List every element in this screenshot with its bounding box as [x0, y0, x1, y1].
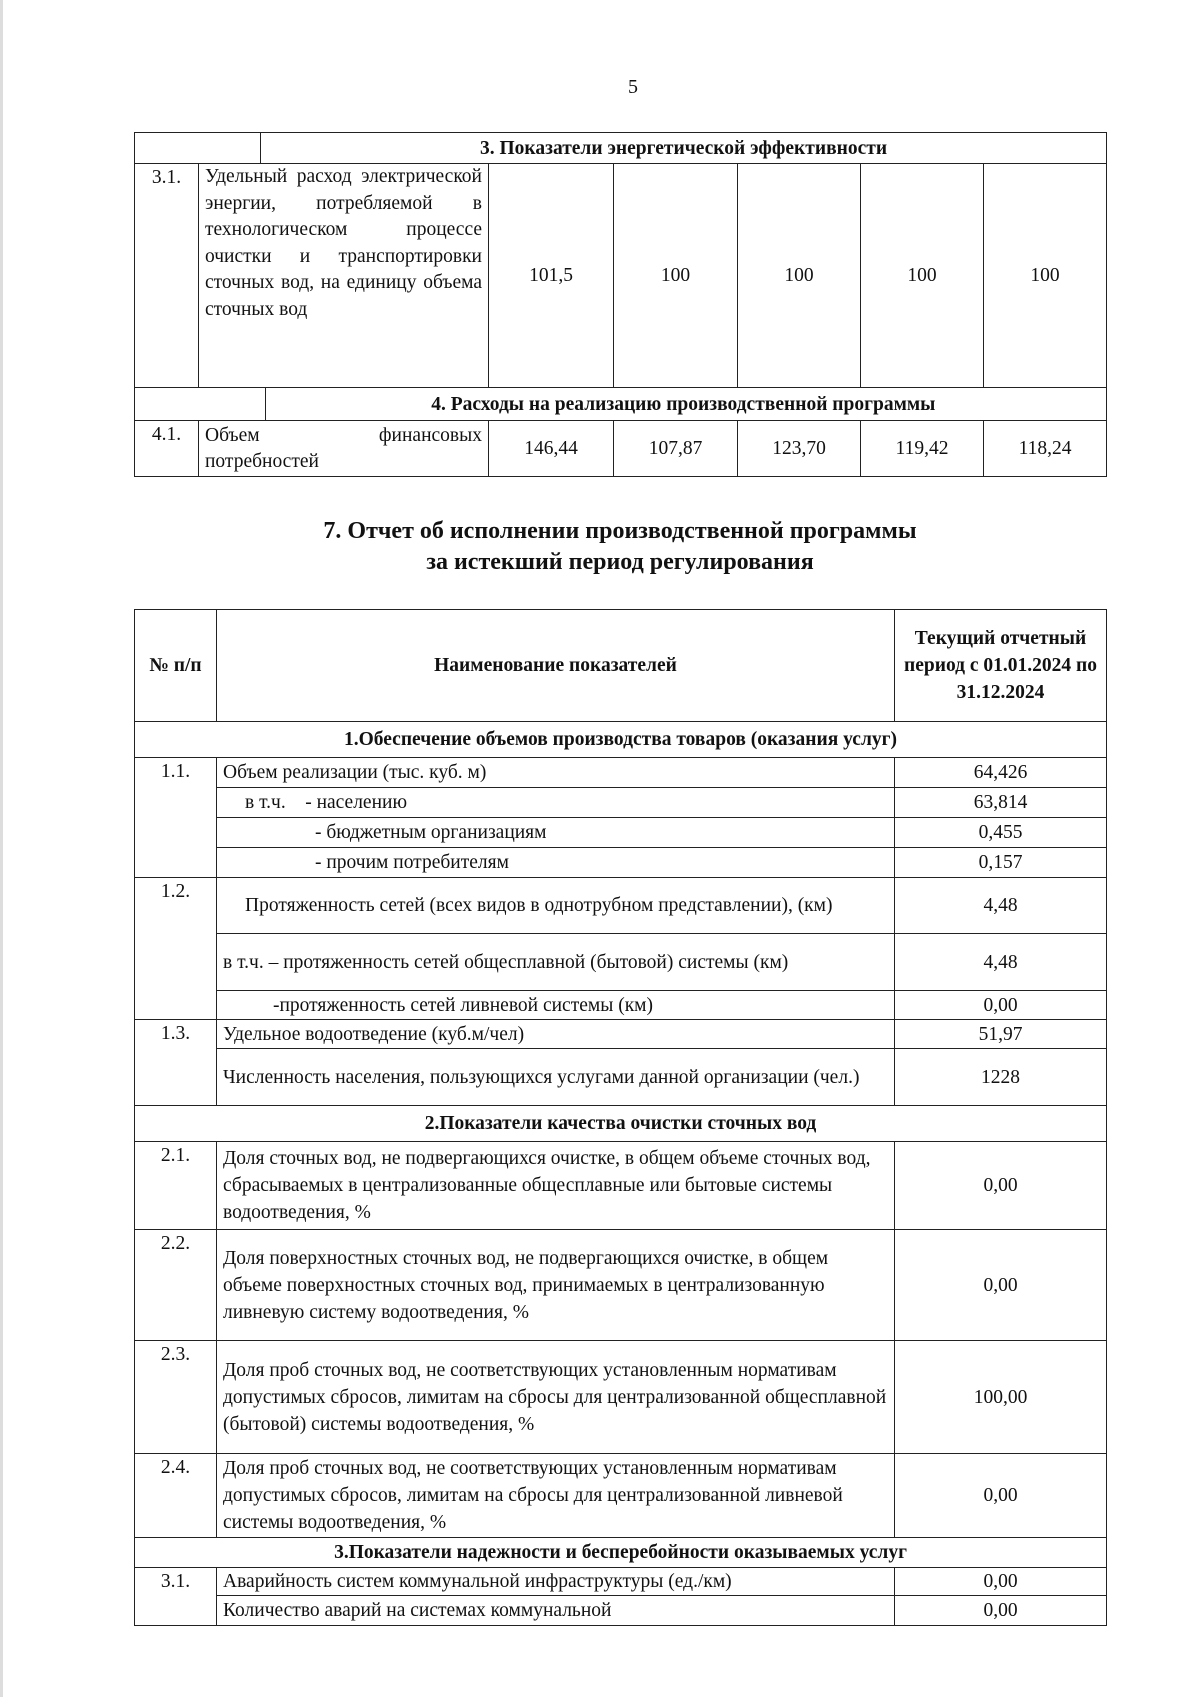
- row-number: 2.2.: [135, 1230, 217, 1341]
- section-heading: 3.Показатели надежности и бесперебойности оказываемых услуг: [135, 1538, 1107, 1568]
- value-cell: 0,00: [895, 1230, 1107, 1341]
- row-number: 2.4.: [135, 1454, 217, 1538]
- header-name: Наименование показателей: [217, 610, 895, 722]
- indicator-name: Доля поверхностных сточных вод, не подвергающихся очистке, в общем объеме поверхностных сточных вод, принимаемых в централизованную ливневую систему водоотведения, %: [217, 1230, 895, 1341]
- value-cell: 100: [984, 164, 1107, 388]
- value-cell: 0,455: [895, 818, 1107, 848]
- indicator-name: Доля проб сточных вод, не соответствующих установленным нормативам допустимых сбросов, лимитам на сбросы для централизованной ливневой системы водоотведения, %: [217, 1454, 895, 1538]
- value-cell: 146,44: [489, 421, 614, 477]
- value-cell: 0,157: [895, 848, 1107, 878]
- report-title: [134, 516, 1106, 578]
- report-title-line: 7. Отчет об исполнении производственной программы: [323, 518, 917, 544]
- indicator-name: Протяженность сетей (всех видов в однотрубном представлении), (км): [217, 878, 895, 934]
- value-cell: 123,70: [738, 421, 861, 477]
- value-cell: 101,5: [489, 164, 614, 388]
- indicator-name: Объем финансовых потребностей: [199, 421, 489, 477]
- report-table: [134, 609, 1107, 1626]
- value-cell: 0,00: [895, 991, 1107, 1020]
- row-number: 1.2.: [135, 878, 217, 1020]
- row-number: 1.3.: [135, 1020, 217, 1106]
- indicator-name: - бюджетным организациям: [217, 818, 895, 848]
- report-title-line: за истекший период регулирования: [426, 549, 814, 575]
- empty-cell: [135, 388, 261, 421]
- section-heading: 4. Расходы на реализацию производственной программы: [261, 388, 1107, 421]
- value-cell: 0,00: [895, 1454, 1107, 1538]
- indicator-name: Доля проб сточных вод, не соответствующих установленным нормативам допустимых сбросов, лимитам на сбросы для централизованной общесплавной (бытовой) системы водоотведения, %: [217, 1341, 895, 1454]
- indicator-name: в т.ч. – протяженность сетей общесплавной (бытовой) системы (км): [217, 934, 895, 991]
- value-cell: 63,814: [895, 788, 1107, 818]
- value-cell: 0,00: [895, 1596, 1107, 1626]
- row-number: 4.1.: [135, 421, 199, 477]
- value-cell: 100: [614, 164, 738, 388]
- indicator-name: в т.ч. - населению: [217, 788, 895, 818]
- indicator-name: Численность населения, пользующихся услугами данной организации (чел.): [217, 1049, 895, 1106]
- efficiency-table: [134, 132, 1107, 477]
- value-cell: 119,42: [861, 421, 984, 477]
- value-cell: 4,48: [895, 934, 1107, 991]
- header-period: Текущий отчетный период с 01.01.2024 по 31.12.2024: [895, 610, 1107, 722]
- value-cell: 100,00: [895, 1341, 1107, 1454]
- row-number: 3.1.: [135, 164, 199, 388]
- row-number: 1.1.: [135, 758, 217, 878]
- row-number: 2.3.: [135, 1341, 217, 1454]
- value-cell: 0,00: [895, 1142, 1107, 1230]
- scan-edge: [0, 0, 3, 1697]
- value-cell: 4,48: [895, 878, 1107, 934]
- indicator-name: Удельный расход электрической энергии, потребляемой в технологическом процессе очистки и транспортировки сточных вод, на единицу объема сточных вод: [199, 164, 489, 388]
- value-cell: 100: [861, 164, 984, 388]
- row-number: 3.1.: [135, 1568, 217, 1626]
- value-cell: 51,97: [895, 1020, 1107, 1049]
- indicator-name: Удельное водоотведение (куб.м/чел): [217, 1020, 895, 1049]
- value-cell: 100: [738, 164, 861, 388]
- value-cell: 107,87: [614, 421, 738, 477]
- value-cell: 64,426: [895, 758, 1107, 788]
- indicator-name: Аварийность систем коммунальной инфраструктуры (ед./км): [217, 1568, 895, 1596]
- page-number: 5: [628, 76, 638, 98]
- indicator-name: Доля сточных вод, не подвергающихся очистке, в общем объеме сточных вод, сбрасываемых в централизованные общесплавные или бытовые системы водоотведения, %: [217, 1142, 895, 1230]
- value-cell: 118,24: [984, 421, 1107, 477]
- value-cell: 0,00: [895, 1568, 1107, 1596]
- section-heading: 3. Показатели энергетической эффективности: [261, 133, 1107, 164]
- indicator-name: Объем реализации (тыс. куб. м): [217, 758, 895, 788]
- section-heading: 2.Показатели качества очистки сточных вод: [135, 1106, 1107, 1142]
- indicator-name: - прочим потребителям: [217, 848, 895, 878]
- indicator-name: Количество аварий на системах коммунальной: [217, 1596, 895, 1626]
- row-number: 2.1.: [135, 1142, 217, 1230]
- section-heading: 1.Обеспечение объемов производства товаров (оказания услуг): [135, 722, 1107, 758]
- header-number: № п/п: [135, 610, 217, 722]
- indicator-name: -протяженность сетей ливневой системы (км): [217, 991, 895, 1020]
- value-cell: 1228: [895, 1049, 1107, 1106]
- empty-cell: [135, 133, 261, 164]
